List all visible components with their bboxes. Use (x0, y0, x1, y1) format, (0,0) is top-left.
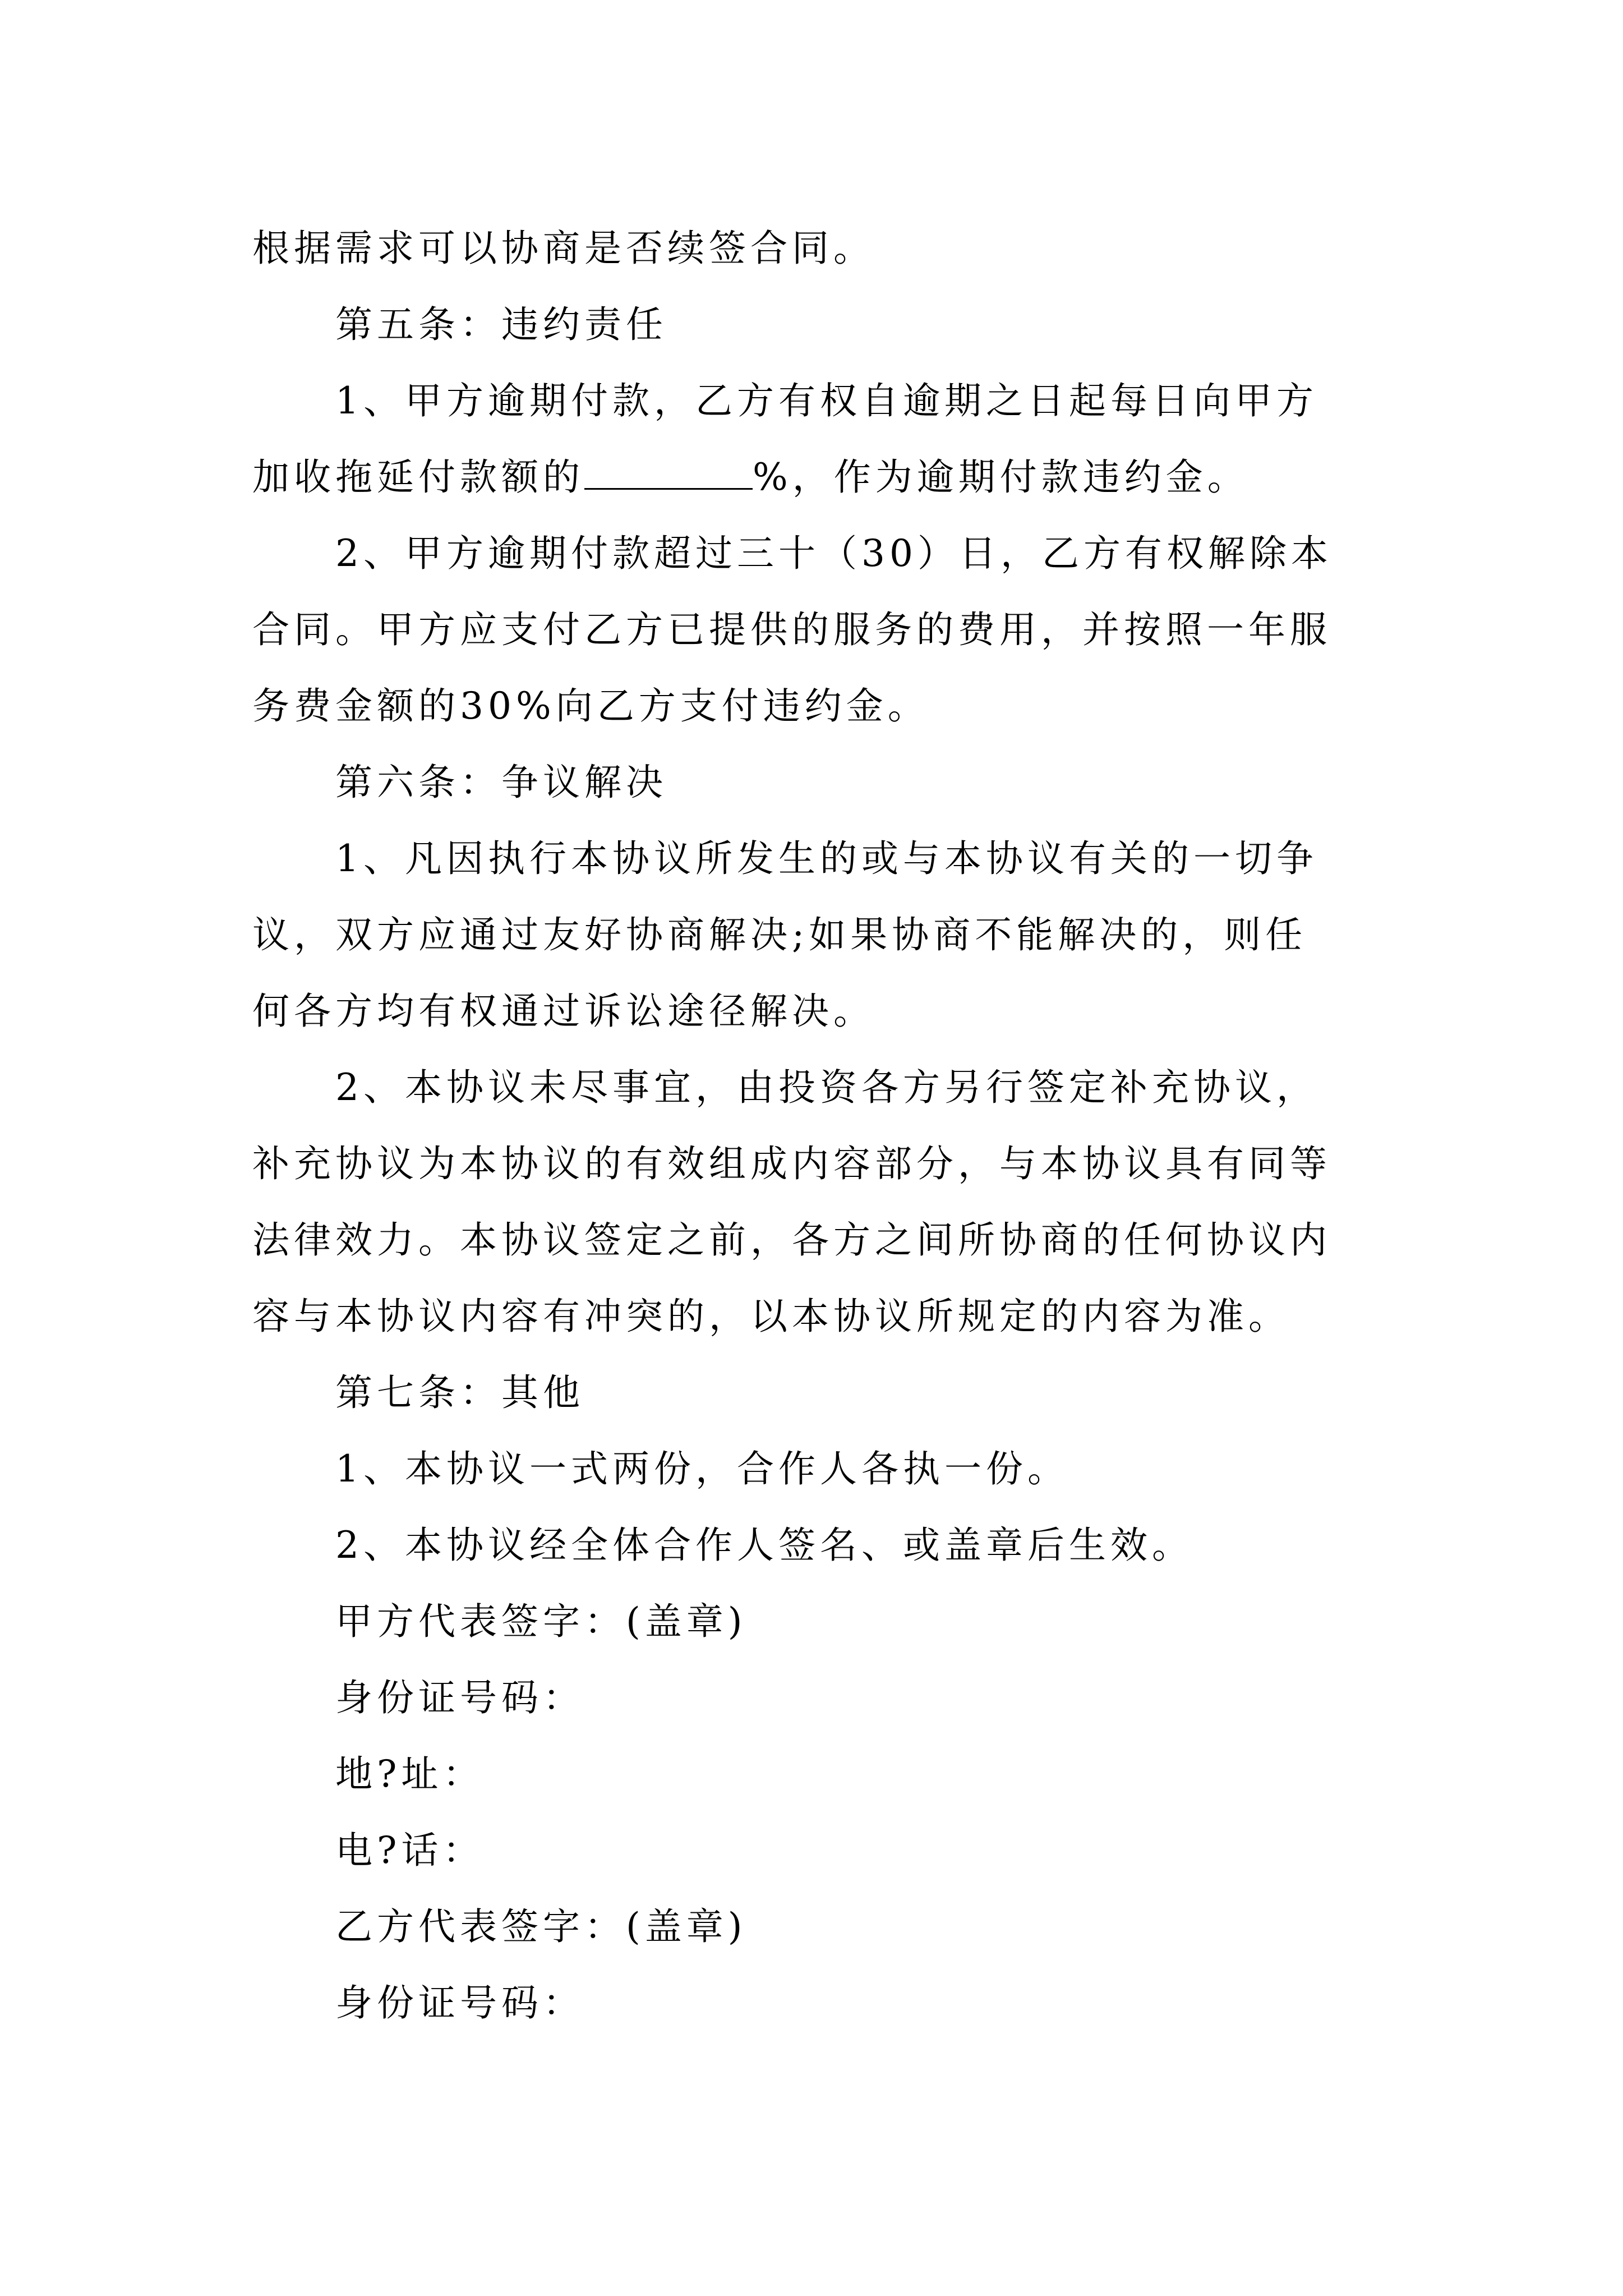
signature-field-party-b: 乙方代表签字：(盖章) (335, 1905, 747, 1948)
paragraph-line: 1、甲方逾期付款，乙方有权自逾期之日起每日向甲方 (335, 379, 1318, 422)
paragraph-line-with-blank (252, 439, 1385, 516)
paragraph-line: 2、本协议未尽事宜，由投资各方另行签定补充协议， (335, 1066, 1318, 1109)
paragraph-line: 2、本协议经全体合作人签名、或盖章后生效。 (335, 1524, 1193, 1567)
paragraph-line: 1、凡因执行本协议所发生的或与本协议有关的一切争 (335, 837, 1318, 880)
text-segment: 加收拖延付款额的 (252, 455, 584, 499)
article-heading: 第七条：其他 (335, 1371, 584, 1414)
paragraph-line: 根据需求可以协商是否续签合同。 (252, 227, 875, 270)
paragraph-line: 法律效力。本协议签定之前，各方之间所协商的任何协议内 (252, 1218, 1331, 1262)
paragraph-line: 何各方均有权通过诉讼途径解决。 (252, 990, 875, 1033)
phone-field: 电?话： (335, 1829, 485, 1872)
article-heading: 第五条：违约责任 (335, 303, 667, 346)
paragraph-line: 容与本协议内容有冲突的，以本协议所规定的内容为准。 (252, 1295, 1290, 1338)
document-body (252, 210, 1385, 2041)
paragraph-line: 补充协议为本协议的有效组成内容部分，与本协议具有同等 (252, 1142, 1331, 1185)
paragraph-line: 2、甲方逾期付款超过三十（30）日，乙方有权解除本 (335, 532, 1332, 575)
paragraph-line: 1、本协议一式两份，合作人各执一份。 (335, 1447, 1069, 1490)
signature-field-party-a: 甲方代表签字：(盖章) (335, 1600, 747, 1643)
address-field: 地?址： (335, 1752, 485, 1796)
paragraph-line: 议，双方应通过友好协商解决;如果协商不能解决的，则任 (252, 913, 1307, 956)
id-number-field: 身份证号码： (335, 1981, 584, 2024)
fill-in-blank (584, 455, 753, 490)
article-heading: 第六条：争议解决 (335, 761, 667, 804)
paragraph-line: 务费金额的30%向乙方支付违约金。 (252, 684, 929, 728)
text-segment: %，作为逾期付款违约金。 (753, 455, 1249, 499)
id-number-field: 身份证号码： (335, 1676, 584, 1719)
paragraph-line: 合同。甲方应支付乙方已提供的服务的费用，并按照一年服 (252, 608, 1331, 651)
